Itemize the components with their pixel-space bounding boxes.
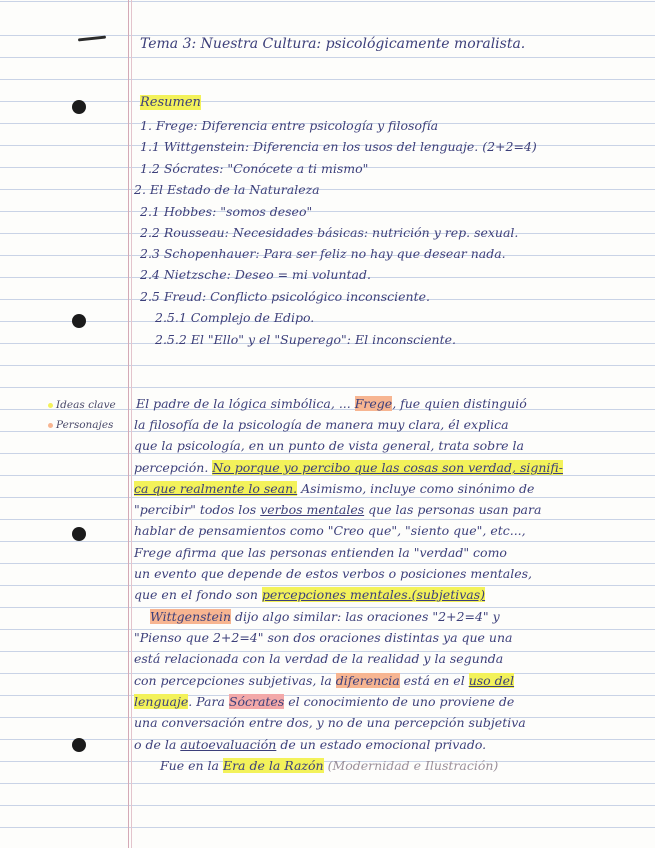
body-line: la filosofía de la psicología de manera muy clara, él explica bbox=[134, 417, 509, 432]
body-line: El padre de la lógica simbólica, ... Frege, fue quien distinguió bbox=[136, 396, 527, 411]
binder-hole bbox=[72, 100, 86, 114]
margin-label-personajes: Personajes bbox=[48, 418, 113, 432]
summary-item: 2.5 Freud: Conflicto psicológico inconsciente. bbox=[140, 289, 430, 304]
summary-item: 1. Frege: Diferencia entre psicología y filosofía bbox=[140, 118, 439, 133]
summary-item: 2.5.1 Complejo de Edipo. bbox=[155, 310, 315, 325]
body-line: lenguaje. Para Sócrates el conocimiento de uno proviene de bbox=[134, 694, 515, 709]
body-line: está relacionada con la verdad de la realidad y la segunda bbox=[134, 651, 504, 666]
body-line: hablar de pensamientos como "Creo que", "siento que", etc..., bbox=[134, 523, 526, 538]
binder-hole bbox=[72, 738, 86, 752]
summary-item: 2.2 Rousseau: Necesidades básicas: nutrición y rep. sexual. bbox=[140, 225, 519, 240]
body-line: que en el fondo son percepciones mentales.(subjetivas) bbox=[134, 587, 486, 602]
summary-item: 2. El Estado de la Naturaleza bbox=[134, 182, 320, 197]
body-line: ca que realmente lo sean. Asimismo, incluye como sinónimo de bbox=[134, 481, 535, 496]
body-line: un evento que depende de estos verbos o posiciones mentales, bbox=[134, 566, 532, 581]
body-line: que la psicología, en un punto de vista general, trata sobre la bbox=[134, 438, 524, 453]
summary-item: 2.5.2 El "Ello" y el "Superego": El inconsciente. bbox=[155, 332, 456, 347]
body-line: "percibir" todos los verbos mentales que las personas usan para bbox=[134, 502, 542, 517]
body-line: Fue en la Era de la Razón (Modernidad e Ilustración) bbox=[160, 758, 499, 773]
margin-label-ideas: Ideas clave bbox=[48, 398, 116, 412]
summary-item: 1.1 Wittgenstein: Diferencia en los usos del lenguaje. (2+2=4) bbox=[140, 139, 537, 154]
margin-line bbox=[128, 0, 129, 848]
binder-hole bbox=[72, 314, 86, 328]
body-line: Frege afirma que las personas entienden la "verdad" como bbox=[134, 545, 507, 560]
body-line: con percepciones subjetivas, la diferencia está en el uso del bbox=[134, 673, 515, 688]
summary-item: 2.3 Schopenhauer: Para ser feliz no hay que desear nada. bbox=[140, 246, 506, 261]
body-line: Wittgenstein dijo algo similar: las oraciones "2+2=4" y bbox=[150, 609, 500, 624]
summary-item: 2.1 Hobbes: "somos deseo" bbox=[140, 204, 313, 219]
body-line: una conversación entre dos, y no de una percepción subjetiva bbox=[134, 715, 526, 730]
margin-line-secondary bbox=[131, 0, 132, 848]
summary-heading: Resumen bbox=[140, 95, 201, 110]
body-line: o de la autoevaluación de un estado emocional privado. bbox=[134, 737, 487, 752]
binder-hole bbox=[72, 527, 86, 541]
summary-item: 1.2 Sócrates: "Conócete a ti mismo" bbox=[140, 161, 369, 176]
body-line: "Pienso que 2+2=4" son dos oraciones distintas ya que una bbox=[134, 630, 513, 645]
summary-item: 2.4 Nietzsche: Deseo = mi voluntad. bbox=[140, 267, 371, 282]
page-title: Tema 3: Nuestra Cultura: psicológicamente moralista. bbox=[140, 36, 526, 52]
body-line: percepción. No porque yo percibo que las cosas son verdad, signifi- bbox=[134, 460, 563, 475]
